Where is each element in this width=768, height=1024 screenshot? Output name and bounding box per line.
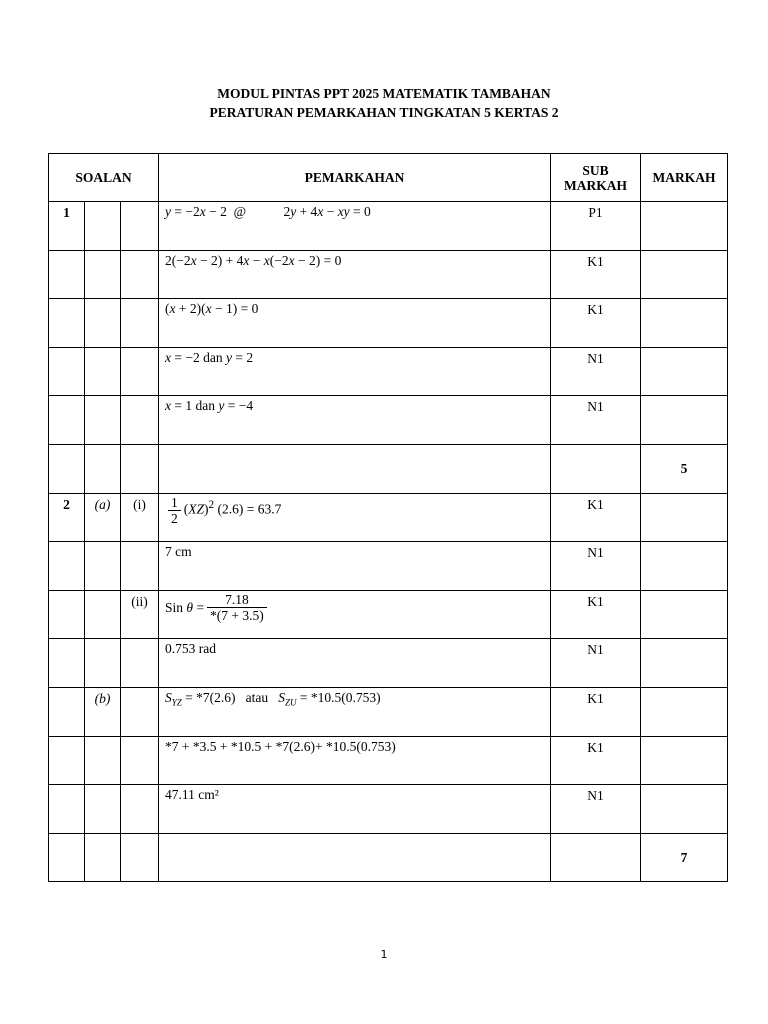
question-subpart xyxy=(121,542,159,591)
question-number xyxy=(49,736,85,785)
question-part xyxy=(85,444,121,493)
sub-mark: N1 xyxy=(551,639,641,688)
working-step: Sin θ = $\frac{7.18}{*(7 + 3.5)}$ xyxy=(159,590,551,639)
total-mark xyxy=(641,347,728,396)
sub-mark xyxy=(551,444,641,493)
working-step: *7 + *3.5 + *10.5 + *7(2.6)+ *10.5(0.753) xyxy=(159,736,551,785)
question-subpart: (i) xyxy=(121,493,159,542)
document-subtitle: PERATURAN PEMARKAHAN TINGKATAN 5 KERTAS 2 xyxy=(209,105,559,120)
total-mark xyxy=(641,396,728,445)
sub-mark: K1 xyxy=(551,736,641,785)
total-mark xyxy=(641,736,728,785)
total-mark xyxy=(641,493,728,542)
question-number xyxy=(49,590,85,639)
page-number: 1 xyxy=(380,948,388,961)
question-part xyxy=(85,250,121,299)
question-subpart xyxy=(121,833,159,882)
total-mark: 5 xyxy=(641,444,728,493)
question-number: 2 xyxy=(49,493,85,542)
question-part xyxy=(85,639,121,688)
question-number xyxy=(49,639,85,688)
working-step: $\frac{1}{2}$ (XZ)$^2$ (2.6) = 63.7 xyxy=(159,493,551,542)
working-step xyxy=(159,833,551,882)
total-mark xyxy=(641,687,728,736)
sub-mark: K1 xyxy=(551,590,641,639)
question-part xyxy=(85,736,121,785)
total-mark xyxy=(641,639,728,688)
table-row xyxy=(49,202,728,251)
total-mark xyxy=(641,250,728,299)
working-step: x = 1 dan y = −4 xyxy=(159,396,551,445)
question-subpart xyxy=(121,299,159,348)
total-mark xyxy=(641,299,728,348)
question-part xyxy=(85,542,121,591)
table-row xyxy=(49,493,728,542)
question-subpart xyxy=(121,639,159,688)
total-mark xyxy=(641,202,728,251)
fraction: $\frac{7.18}{*(7 + 3.5)}$ xyxy=(207,592,267,623)
column-header-markah: MARKAH xyxy=(641,154,728,202)
question-number xyxy=(49,833,85,882)
question-number xyxy=(49,542,85,591)
question-number xyxy=(49,299,85,348)
question-part xyxy=(85,299,121,348)
sub-mark: N1 xyxy=(551,542,641,591)
working-step: x = −2 dan y = 2 xyxy=(159,347,551,396)
table-row xyxy=(49,833,728,882)
sub-mark: N1 xyxy=(551,347,641,396)
table-row xyxy=(49,396,728,445)
question-part xyxy=(85,347,121,396)
table-header-row xyxy=(49,154,728,202)
question-part: (b) xyxy=(85,687,121,736)
total-mark: 7 xyxy=(641,833,728,882)
column-header-sub-line1: SUB xyxy=(582,162,609,178)
sub-mark: K1 xyxy=(551,299,641,348)
question-number xyxy=(49,687,85,736)
question-part xyxy=(85,785,121,834)
sub-mark: N1 xyxy=(551,785,641,834)
table-row xyxy=(49,639,728,688)
sub-mark: P1 xyxy=(551,202,641,251)
question-number xyxy=(49,250,85,299)
sub-mark: K1 xyxy=(551,687,641,736)
working-step: (x + 2)(x − 1) = 0 xyxy=(159,299,551,348)
column-header-pemarkahan: PEMARKAHAN xyxy=(159,154,551,202)
table-row xyxy=(49,347,728,396)
question-number xyxy=(49,785,85,834)
column-header-sub-markah xyxy=(551,154,641,202)
question-subpart: (ii) xyxy=(121,590,159,639)
table-row xyxy=(49,299,728,348)
column-header-soalan: SOALAN xyxy=(49,154,159,202)
question-subpart xyxy=(121,250,159,299)
question-part: (a) xyxy=(85,493,121,542)
sub-mark: K1 xyxy=(551,493,641,542)
question-part xyxy=(85,396,121,445)
question-subpart xyxy=(121,202,159,251)
table-row xyxy=(49,444,728,493)
working-step: 2(−2x − 2) + 4x − x(−2x − 2) = 0 xyxy=(159,250,551,299)
table-row xyxy=(49,590,728,639)
sub-mark: N1 xyxy=(551,396,641,445)
table-row xyxy=(49,542,728,591)
marking-scheme-table xyxy=(48,153,728,882)
sub-mark: K1 xyxy=(551,250,641,299)
working-step: $S_{YZ} = *7(2.6)$ atau $S_{ZU} = *10.5(0.753)$ xyxy=(159,687,551,736)
question-number xyxy=(49,444,85,493)
document-title: MODUL PINTAS PPT 2025 MATEMATIK TAMBAHAN xyxy=(217,86,551,101)
question-subpart xyxy=(121,687,159,736)
working-step: 47.11 cm² xyxy=(159,785,551,834)
question-subpart xyxy=(121,347,159,396)
question-subpart xyxy=(121,396,159,445)
table-row xyxy=(49,250,728,299)
question-number xyxy=(49,396,85,445)
table-row xyxy=(49,785,728,834)
question-subpart xyxy=(121,785,159,834)
fraction: $\frac{1}{2}$ xyxy=(168,495,181,526)
working-step: 7 cm xyxy=(159,542,551,591)
question-subpart xyxy=(121,736,159,785)
working-step: 0.753 rad xyxy=(159,639,551,688)
table-row xyxy=(49,736,728,785)
question-part xyxy=(85,833,121,882)
question-subpart xyxy=(121,444,159,493)
question-part xyxy=(85,202,121,251)
question-part xyxy=(85,590,121,639)
working-step xyxy=(159,444,551,493)
total-mark xyxy=(641,542,728,591)
total-mark xyxy=(641,590,728,639)
sub-mark xyxy=(551,833,641,882)
working-step: y = −2x − 2 @ 2y + 4x − xy = 0 xyxy=(159,202,551,251)
total-mark xyxy=(641,785,728,834)
question-number xyxy=(49,347,85,396)
question-number: 1 xyxy=(49,202,85,251)
table-row xyxy=(49,687,728,736)
column-header-sub-line2: MARKAH xyxy=(564,177,628,193)
